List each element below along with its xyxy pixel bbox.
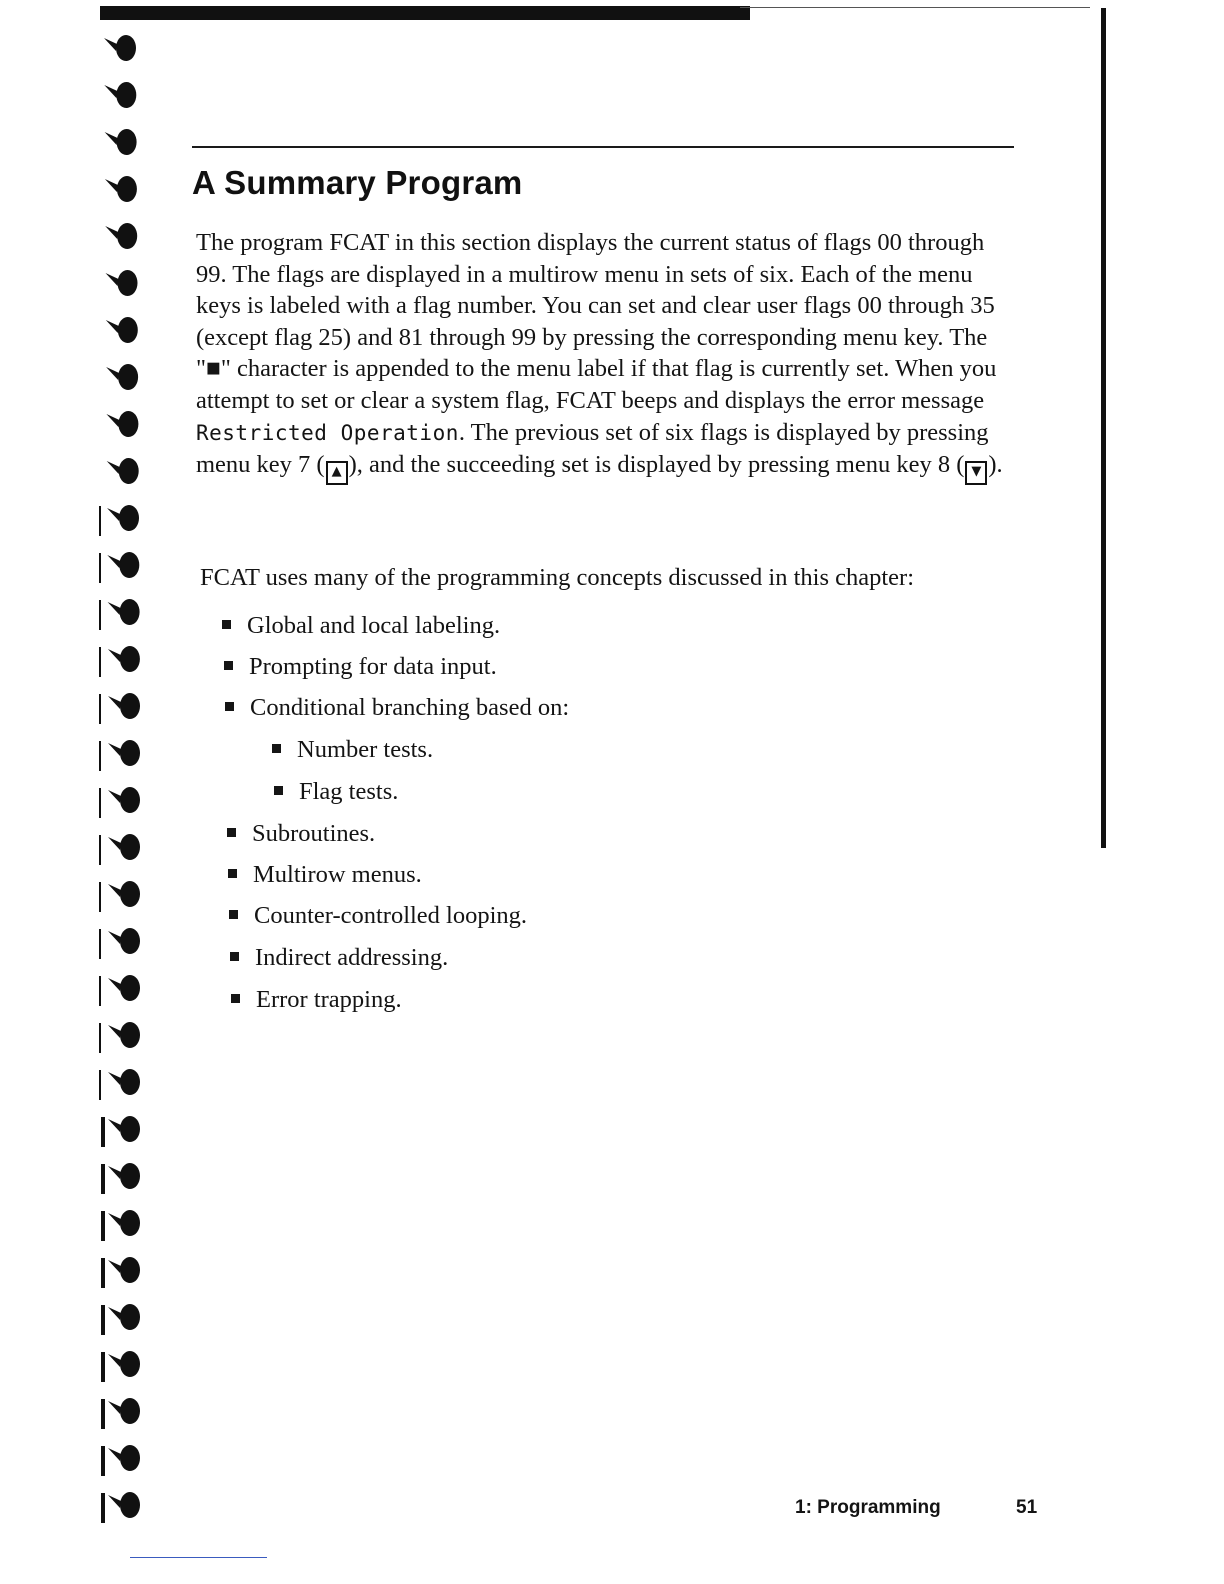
- binding-hole-icon: [99, 975, 140, 1006]
- bullet-icon: [231, 994, 240, 1003]
- bullet-icon: [227, 828, 236, 837]
- binding-hole-icon: [99, 1022, 140, 1053]
- binding-hole-icon: [99, 740, 140, 771]
- binding-hole-icon: [99, 599, 140, 630]
- binding-hole-icon: [101, 1210, 140, 1241]
- footer-section-title: 1: Programming: [795, 1497, 941, 1518]
- binding-hole-icon: [99, 928, 140, 959]
- intro-text: ).: [988, 451, 1003, 479]
- list-item: Multirow menus.: [228, 861, 422, 889]
- intro-text: The program FCAT in this section displays the current status of flags 00 through 99. The flags are displayed in a multirow menu in sets of six. Each of the menu keys is labeled with a flag number. You can set and clear user flags 00 through 35 (except flag 25) and 81 through 99 by pressing the corresponding menu key. The ": [196, 229, 995, 383]
- bullet-icon: [225, 702, 234, 711]
- page-title: A Summary Program: [192, 164, 523, 201]
- up-arrow-key-icon: ▲: [326, 461, 348, 485]
- list-item: Global and local labeling.: [222, 612, 500, 640]
- list-item: Subroutines.: [227, 820, 375, 848]
- intro-text: . The previous set of six flags is displayed by pressing menu key 7 (: [196, 418, 989, 479]
- list-item: Error trapping.: [231, 986, 402, 1014]
- binding-hole-icon: [101, 1116, 140, 1147]
- binding-hole-icon: [101, 1304, 140, 1335]
- bullet-icon: [228, 869, 237, 878]
- binding-hole-icon: [101, 1445, 140, 1476]
- binding-hole-icon: [106, 411, 138, 437]
- list-item: Counter-controlled looping.: [229, 902, 527, 930]
- error-message: Restricted Operation: [196, 420, 459, 445]
- binding-hole-icon: [105, 223, 137, 249]
- binding-hole-icon: [105, 176, 137, 202]
- bullet-icon: [222, 620, 231, 629]
- binding-hole-icon: [99, 552, 139, 583]
- binding-hole-icon: [104, 82, 136, 108]
- binding-hole-icon: [99, 881, 140, 912]
- intro-paragraph: [196, 227, 1006, 485]
- set-character: ■: [206, 355, 221, 383]
- binding-hole-icon: [99, 505, 139, 536]
- binding-hole-icon: [101, 1351, 140, 1382]
- list-item: Conditional branching based on:: [225, 694, 569, 722]
- bullet-icon: [229, 910, 238, 919]
- list-item: Prompting for data input.: [224, 653, 497, 681]
- binding-hole-icon: [101, 1163, 140, 1194]
- list-item: Indirect addressing.: [230, 944, 448, 972]
- binding-hole-icon: [101, 1257, 140, 1288]
- binding-hole-icon: [99, 693, 140, 724]
- scan-top-border: [100, 6, 750, 20]
- heading-rule: [192, 146, 1014, 148]
- binding-hole-icon: [106, 317, 138, 343]
- binding-hole-icon: [107, 458, 139, 484]
- intro-text: ), and the succeeding set is displayed by pressing menu key 8 (: [348, 451, 965, 479]
- bullet-icon: [274, 786, 283, 795]
- scan-right-edge: [1101, 8, 1106, 848]
- binding-hole-icon: [99, 1069, 140, 1100]
- list-item: Number tests.: [272, 736, 433, 764]
- down-arrow-key-icon: ▼: [965, 461, 987, 485]
- binding-hole-icon: [99, 787, 140, 818]
- binding-hole-icon: [104, 35, 136, 61]
- intro-text: " character is appended to the menu label if that flag is currently set. When you attempt to set or clear a system flag, FCAT beeps and displays the error message: [196, 355, 997, 414]
- bullet-icon: [230, 952, 239, 961]
- binding-hole-icon: [99, 834, 140, 865]
- bullet-icon: [272, 744, 281, 753]
- binding-hole-icon: [106, 364, 138, 390]
- binding-hole-icon: [99, 646, 140, 677]
- list-item: Flag tests.: [274, 778, 398, 806]
- binding-hole-icon: [105, 129, 137, 155]
- page-number: 51: [1016, 1497, 1038, 1518]
- binding-hole-icon: [101, 1492, 140, 1523]
- scan-bottom-rule: [130, 1557, 267, 1558]
- binding-hole-icon: [101, 1398, 140, 1429]
- binding-hole-icon: [106, 270, 138, 296]
- spiral-binding: [96, 30, 176, 1584]
- concepts-intro: FCAT uses many of the programming concepts discussed in this chapter:: [200, 564, 915, 591]
- scan-top-border-thin: [740, 7, 1090, 8]
- bullet-icon: [224, 661, 233, 670]
